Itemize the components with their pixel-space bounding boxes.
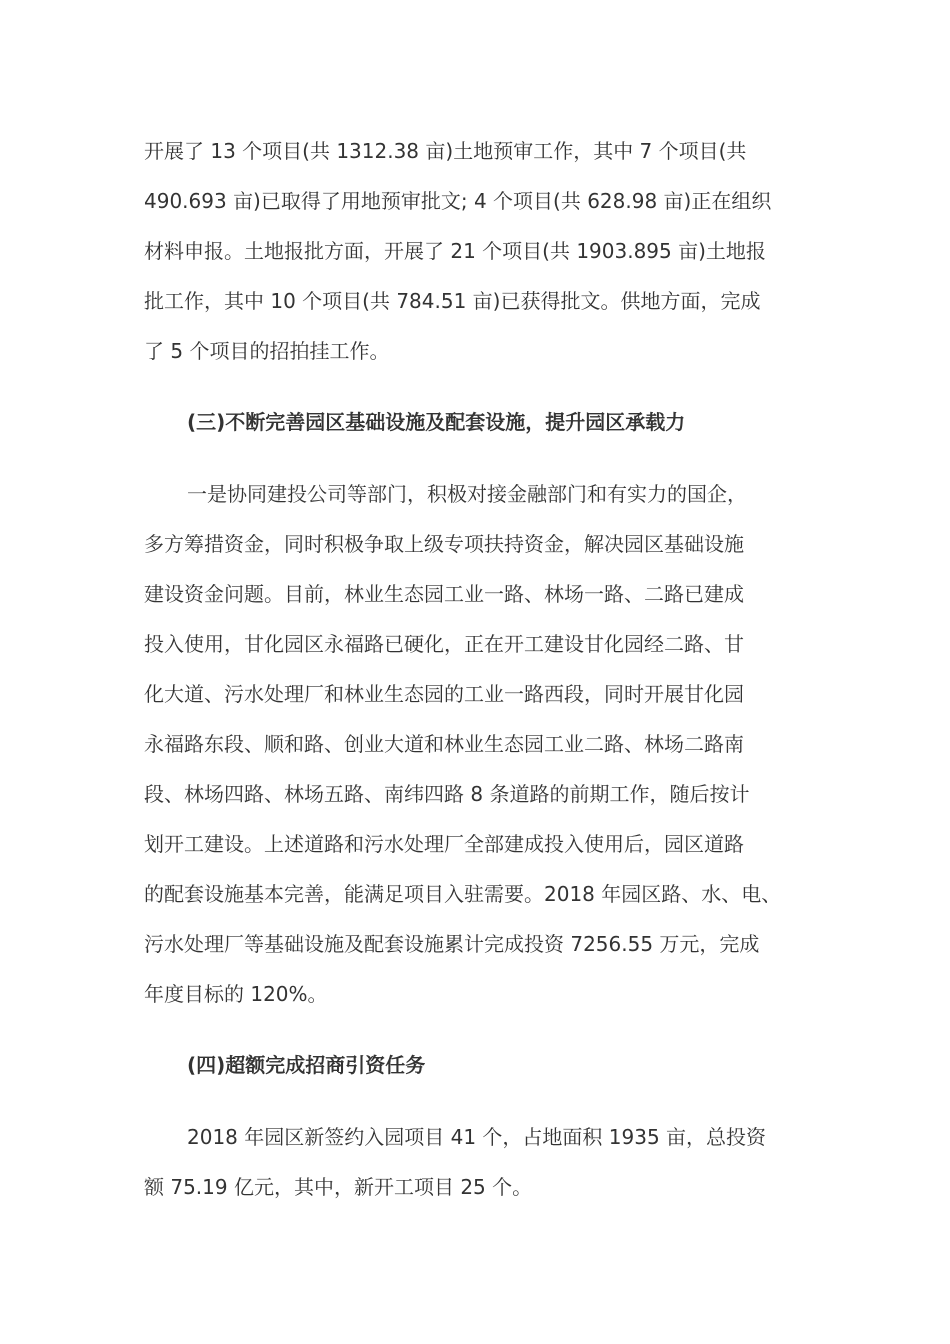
section-heading: (四)超额完成招商引资任务: [187, 1053, 426, 1077]
paragraph-line: 批工作，其中 10 个项目(共 784.51 亩)已获得批文。供地方面，完成: [144, 289, 761, 313]
paragraph-line: 额 75.19 亿元，其中，新开工项目 25 个。: [144, 1175, 533, 1199]
paragraph-line: 的配套设施基本完善，能满足项目入驻需要。2018 年园区路、水、电、: [144, 882, 782, 906]
paragraph-line: 永福路东段、顺和路、创业大道和林业生态园工业二路、林场二路南: [144, 732, 744, 756]
paragraph-line: 多方筹措资金，同时积极争取上级专项扶持资金，解决园区基础设施: [144, 532, 744, 556]
paragraph-line: 建设资金问题。目前，林业生态园工业一路、林场一路、二路已建成: [144, 582, 744, 606]
paragraph-line: 2018 年园区新签约入园项目 41 个，占地面积 1935 亩，总投资: [187, 1125, 767, 1149]
paragraph-line: 划开工建设。上述道路和污水处理厂全部建成投入使用后，园区道路: [144, 832, 744, 856]
paragraph-line: 开展了 13 个项目(共 1312.38 亩)土地预审工作，其中 7 个项目(共: [144, 139, 747, 163]
paragraph-line: 一是协同建投公司等部门，积极对接金融部门和有实力的国企，: [187, 482, 747, 506]
paragraph-line: 490.693 亩)已取得了用地预审批文; 4 个项目(共 628.98 亩)正在组织: [144, 189, 772, 213]
paragraph-line: 段、林场四路、林场五路、南纬四路 8 条道路的前期工作，随后按计: [144, 782, 750, 806]
paragraph-line: 材料申报。土地报批方面，开展了 21 个项目(共 1903.895 亩)土地报: [144, 239, 766, 263]
paragraph-line: 化大道、污水处理厂和林业生态园的工业一路西段，同时开展甘化园: [144, 682, 744, 706]
paragraph-line: 了 5 个项目的招拍挂工作。: [144, 339, 390, 363]
paragraph-line: 年度目标的 120%。: [144, 982, 328, 1006]
section-heading: (三)不断完善园区基础设施及配套设施，提升园区承载力: [187, 410, 686, 434]
paragraph-line: 污水处理厂等基础设施及配套设施累计完成投资 7256.55 万元，完成: [144, 932, 760, 956]
paragraph-line: 投入使用，甘化园区永福路已硬化，正在开工建设甘化园经二路、甘: [144, 632, 744, 656]
